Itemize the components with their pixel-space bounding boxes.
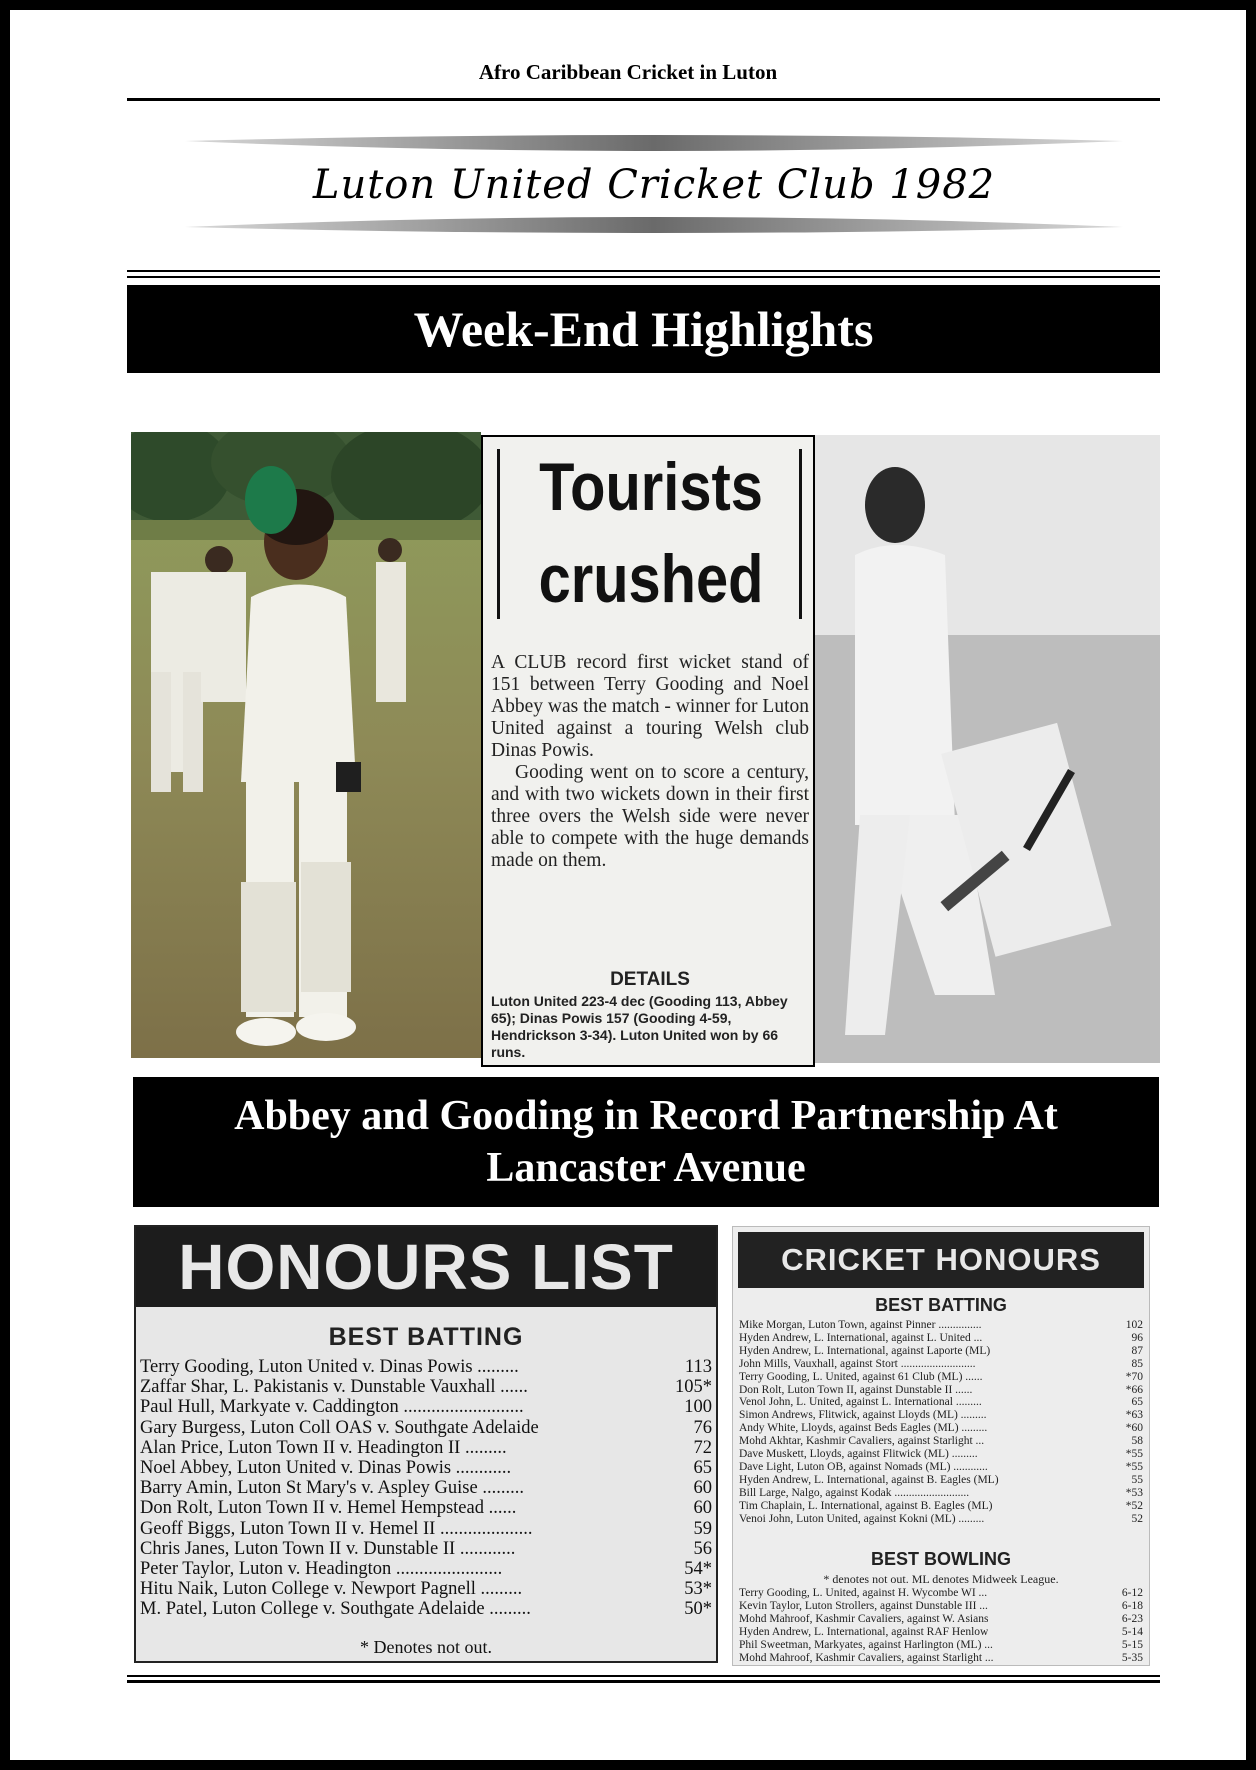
- list-item: Terry Gooding, L. United, against H. Wycombe WI ... 6-12: [739, 1587, 1143, 1599]
- tourists-crushed-clipping: [481, 435, 815, 1067]
- list-item: Andy White, Lloyds, against Beds Eagles (ML) ......... *60: [739, 1422, 1143, 1435]
- list-item: Simon Andrews, Flitwick, against Lloyds (ML) ......... *63: [739, 1409, 1143, 1422]
- list-item: Terry Gooding, L. United, against 61 Club (ML) ...... *70: [739, 1370, 1143, 1383]
- weekend-highlights-title: Week-End Highlights: [127, 285, 1160, 373]
- document-page: [10, 10, 1246, 1760]
- list-item: Mohd Akhtar, Kashmir Cavaliers, against Starlight ... 58: [739, 1435, 1143, 1448]
- list-item: Geoff Biggs, Luton Town II v. Hemel II .................... 59: [140, 1518, 712, 1539]
- footer-rule-bottom: [127, 1680, 1160, 1683]
- list-item: Mike Morgan, Luton Town, against Pinner ............... 102: [739, 1319, 1143, 1331]
- list-item: Hitu Naik, Luton College v. Newport Pagnell ......... 53*: [140, 1579, 712, 1600]
- record-partnership-line-2: Lancaster Avenue: [486, 1145, 806, 1191]
- list-item: Noel Abbey, Luton United v. Dinas Powis ............ 65: [140, 1458, 712, 1479]
- cricket-bowling-list: [739, 1587, 1143, 1664]
- double-rule-bottom: [127, 276, 1160, 278]
- list-item: Hyden Andrew, L. International, against B. Eagles (ML) 55: [739, 1473, 1143, 1486]
- list-item: Hyden Andrew, L. International, against L. United ... 96: [739, 1331, 1143, 1344]
- record-partnership-line-1: Abbey and Gooding in Record Partnership At: [234, 1093, 1058, 1139]
- cricket-not-out-note: * denotes not out. ML denotes Midweek League.: [823, 1572, 1059, 1586]
- list-item: Phil Sweetman, Markyates, against Harlington (ML) ... 5-15: [739, 1638, 1143, 1651]
- tourists-details-label: DETAILS: [610, 969, 690, 990]
- list-item: Venoi John, Luton United, against Kokni (ML) ......... 52: [739, 1512, 1143, 1525]
- list-item: Tim Chaplain, L. International, against B. Eagles (ML) *52: [739, 1499, 1143, 1512]
- list-item: John Mills, Vauxhall, against Stort .......................... 85: [739, 1357, 1143, 1370]
- list-item: Terry Gooding, Luton United v. Dinas Powis ......... 113: [140, 1357, 712, 1377]
- header-rule: [127, 98, 1160, 101]
- list-item: Hyden Andrew, L. International, against RAF Henlow 5-14: [739, 1625, 1143, 1638]
- list-item: Mohd Mahroof, Kashmir Cavaliers, against W. Asians 6-23: [739, 1612, 1143, 1625]
- list-item: Dave Muskett, Lloyds, against Flitwick (ML) ......... *55: [739, 1448, 1143, 1461]
- honours-list-clipping: [134, 1225, 718, 1663]
- clipping-left-rule: [497, 449, 500, 619]
- list-item: Don Rolt, Luton Town II, against Dunstable II ...... *66: [739, 1383, 1143, 1396]
- tourists-article-body: [491, 652, 809, 872]
- list-item: Hyden Andrew, L. International, against Laporte (ML) 87: [739, 1344, 1143, 1357]
- list-item: Venol John, L. United, against L. International ......... 65: [739, 1396, 1143, 1409]
- list-item: Don Rolt, Luton Town II v. Hemel Hempstead ...... 60: [140, 1498, 712, 1519]
- tourists-headline-line-2: crushed: [538, 541, 764, 617]
- list-item: M. Patel, Luton College v. Southgate Adelaide ......... 50*: [140, 1599, 712, 1620]
- clipping-right-rule: [799, 449, 802, 619]
- cricket-honours-clipping: [732, 1226, 1150, 1666]
- honours-best-batting-title: BEST BATTING: [328, 1323, 524, 1351]
- footer-rule-top: [127, 1675, 1160, 1677]
- honours-list-title: HONOURS LIST: [136, 1227, 716, 1307]
- list-item: Chris Janes, Luton Town II v. Dunstable II ............ 56: [140, 1538, 712, 1559]
- honours-batting-list: [140, 1357, 712, 1620]
- batsman-photo-color: [131, 432, 481, 1058]
- batsman-photo-bw: [815, 435, 1160, 1063]
- cricket-honours-title: CRICKET HONOURS: [738, 1232, 1144, 1288]
- list-item: Zaffar Shar, L. Pakistanis v. Dunstable Vauxhall ...... 105*: [140, 1377, 712, 1398]
- tourists-paragraph-1: A CLUB record first wicket stand of 151 between Terry Gooding and Noel Abbey was the match - winner for Luton United against a touring Welsh club Dinas Powis.: [491, 652, 809, 761]
- record-partnership-headline: [133, 1077, 1159, 1207]
- tourists-headline-line-1: Tourists: [539, 449, 763, 525]
- cricket-best-batting-title: BEST BATTING: [875, 1295, 1007, 1315]
- list-item: Dave Light, Luton OB, against Nomads (ML) ............ *55: [739, 1460, 1143, 1473]
- honours-not-out-note: * Denotes not out.: [360, 1637, 492, 1657]
- club-banner-title: Luton United Cricket Club 1982: [312, 162, 996, 208]
- list-item: Bill Large, Nalgo, against Kodak .......................... *53: [739, 1486, 1143, 1499]
- document-header-title: Afro Caribbean Cricket in Luton: [478, 60, 778, 84]
- list-item: Alan Price, Luton Town II v. Headington II ......... 72: [140, 1437, 712, 1458]
- tourists-paragraph-2: Gooding went on to score a century, and with two wickets down in their first three overs the Welsh side were never able to compete with the huge demands made on them.: [491, 762, 809, 871]
- list-item: Barry Amin, Luton St Mary's v. Aspley Guise ......... 60: [140, 1478, 712, 1499]
- list-item: Gary Burgess, Luton Coll OAS v. Southgate Adelaide 76: [140, 1417, 712, 1438]
- list-item: Kevin Taylor, Luton Strollers, against Dunstable III ... 6-18: [739, 1599, 1143, 1612]
- tourists-details-text: Luton United 223-4 dec (Gooding 113, Abbey 65); Dinas Powis 157 (Gooding 4-59, Hendrickson 3-34). Luton United won by 66 runs.: [491, 993, 788, 1060]
- double-rule-top: [127, 270, 1160, 272]
- cricket-batting-list: [739, 1319, 1143, 1526]
- list-item: Peter Taylor, Luton v. Headington ....................... 54*: [140, 1559, 712, 1580]
- list-item: Paul Hull, Markyate v. Caddington .......................... 100: [140, 1397, 712, 1418]
- cricket-best-bowling-title: BEST BOWLING: [871, 1549, 1011, 1569]
- list-item: Mohd Mahroof, Kashmir Cavaliers, against Starlight ... 5-35: [739, 1651, 1143, 1664]
